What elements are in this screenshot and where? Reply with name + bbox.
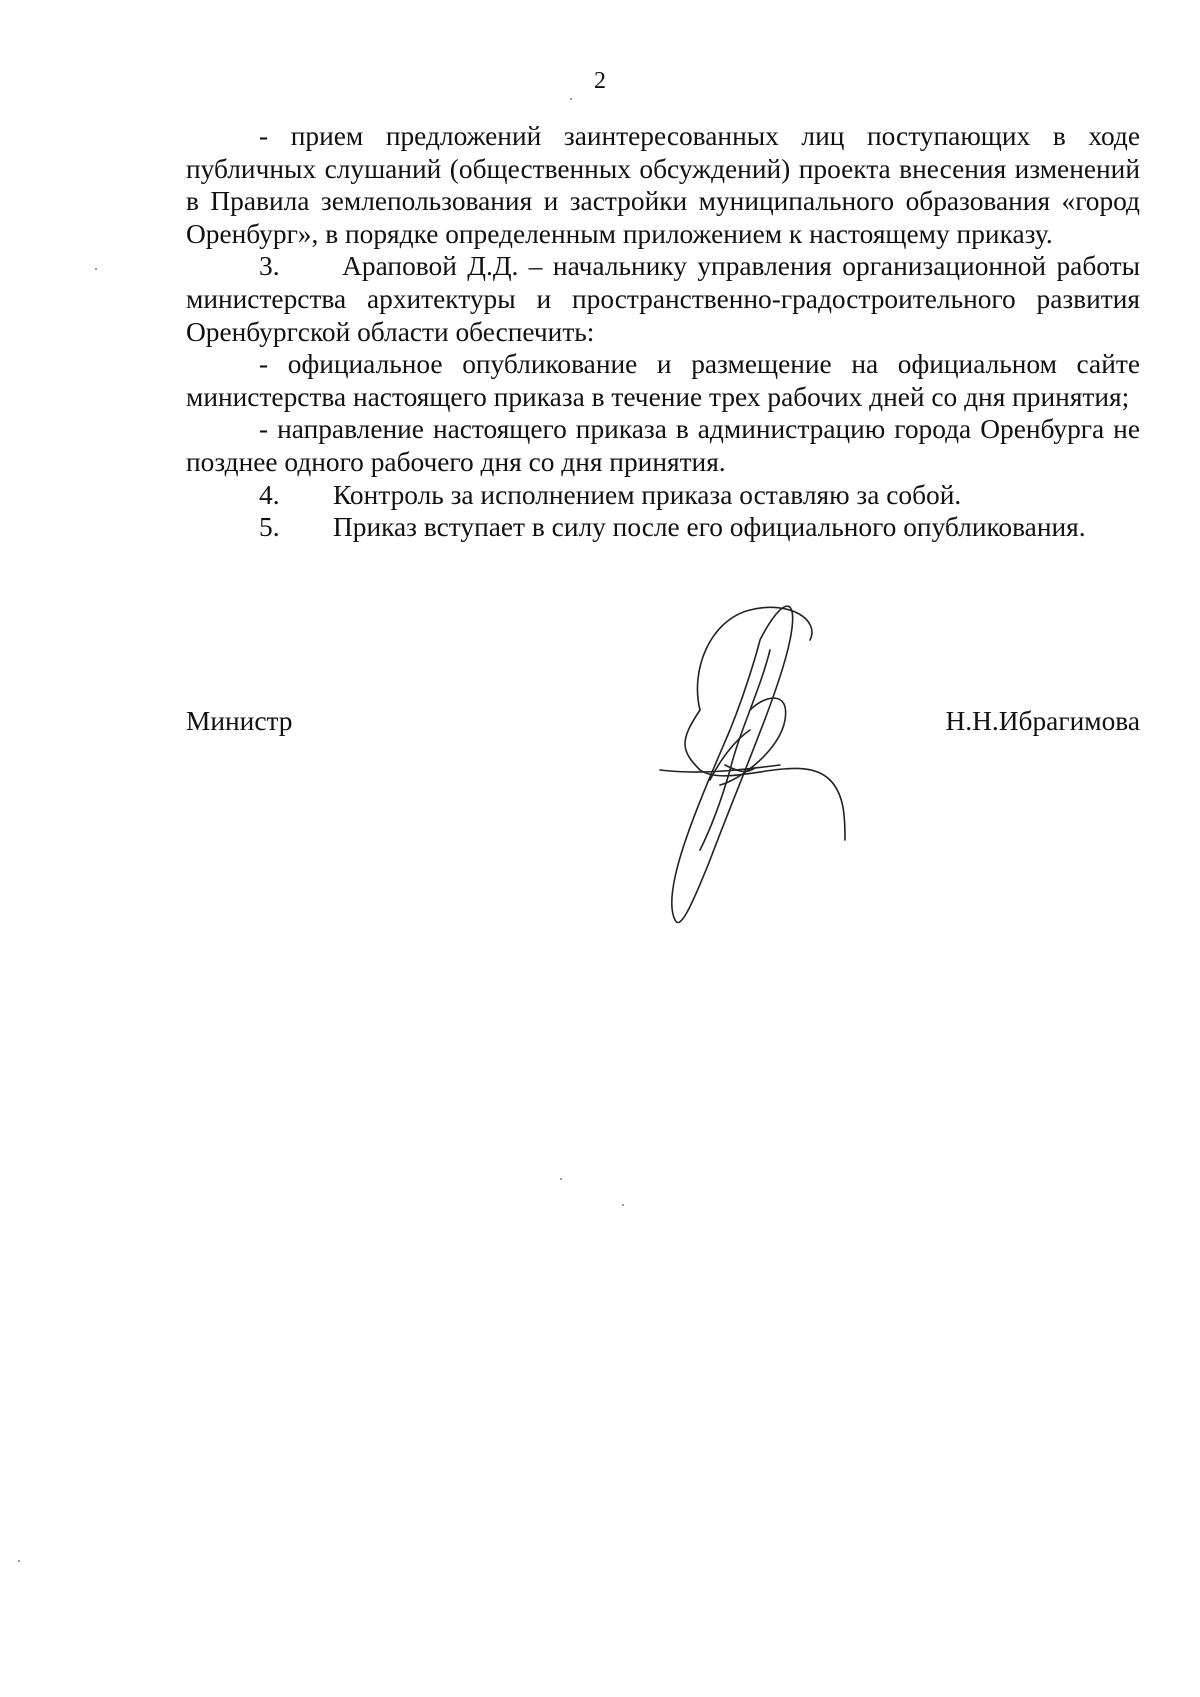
scan-speck [622, 1204, 624, 1206]
scan-speck [570, 98, 572, 100]
item-text: Контроль за исполнением приказа оставляю за собой. [333, 479, 962, 510]
signatory-title: Министр [186, 706, 293, 736]
document-body [186, 120, 1140, 544]
item-number: 4. [259, 479, 280, 510]
item-number: 5. [259, 512, 280, 543]
paragraph-send-to-administration: - направление настоящего приказа в администрацию города Оренбурга не позднее одного рабочего дня со дня принятия. [186, 414, 1140, 477]
handwritten-signature [640, 580, 900, 940]
scan-speck [95, 268, 97, 270]
page-number: 2 [594, 68, 606, 94]
scan-speck [560, 1178, 562, 1180]
paragraph-public-hearings: - прием предложений заинтересованных лиц поступающих в ходе публичных слушаний (общественных обсуждений) проекта внесения изменений в Правила землепользования и застройки муниципального образования «город Оренбург», в порядке определенным приложением к настоящему приказу. [186, 121, 1140, 249]
scan-speck [18, 1560, 20, 1562]
paragraph-official-publication: - официальное опубликование и размещение на официальном сайте министерства настоящего приказа в течение трех рабочих дней со дня принятия; [186, 349, 1140, 412]
list-item [186, 479, 1140, 512]
paragraph-item-3: 3. Араповой Д.Д. – начальнику управления организационной работы министерства архитектуры и пространственно-градостроительного развития Оренбургской области обеспечить: [186, 251, 1140, 347]
signatory-name: Н.Н.Ибрагимова [945, 706, 1140, 736]
item-text: Приказ вступает в силу после его официального опубликования. [333, 512, 1086, 543]
list-item [186, 511, 1140, 544]
